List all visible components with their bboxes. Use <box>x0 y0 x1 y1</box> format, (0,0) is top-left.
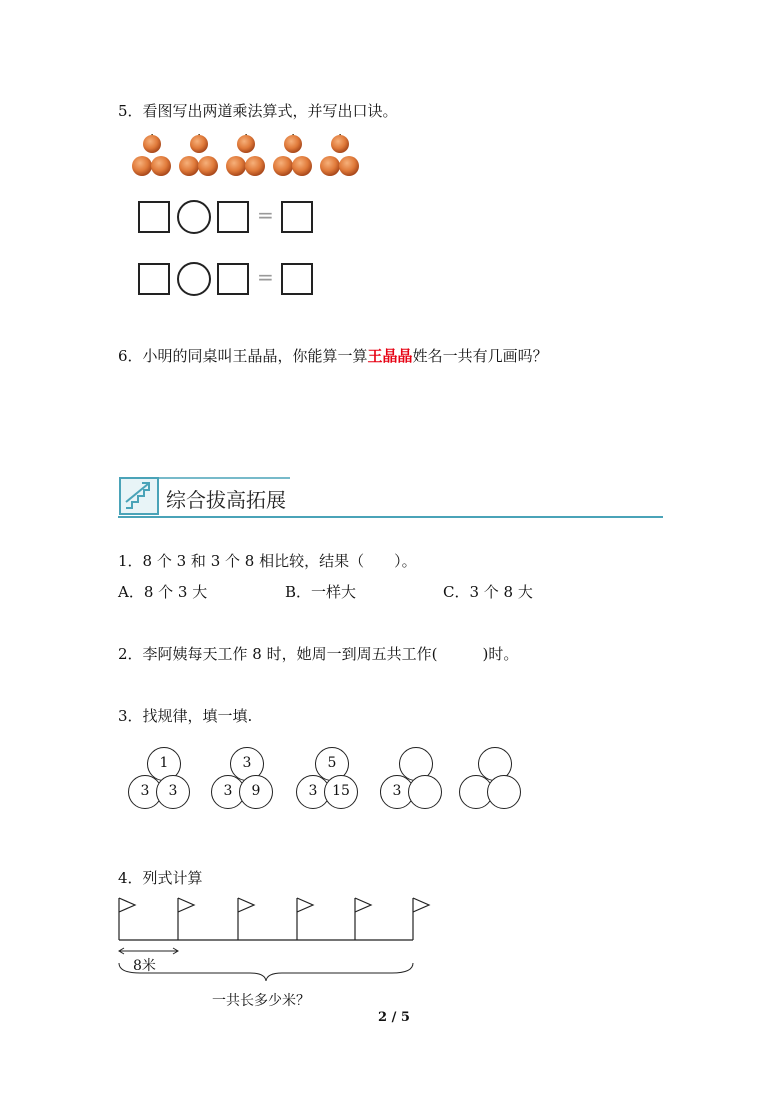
pattern-top-circle: 5 <box>315 747 349 781</box>
equals-sign: = <box>257 265 274 289</box>
operator-circle[interactable] <box>177 262 211 296</box>
page-number: 2 / 5 <box>378 1010 410 1025</box>
pattern-left-circle: 3 <box>380 775 414 809</box>
p3-text: 3．找规律，填一填. <box>118 707 253 725</box>
result-box[interactable] <box>281 263 313 295</box>
q5-text: 5．看图写出两道乘法算式，并写出口诀。 <box>118 102 398 120</box>
pattern-group <box>459 747 539 809</box>
apples-icon <box>130 134 360 178</box>
q6-suffix: 姓名一共有几画吗？ <box>412 347 548 365</box>
question-label: 一共长多少米？ <box>212 993 310 1009</box>
pattern-left-circle: 3 <box>128 775 162 809</box>
pattern-right-circle-blank[interactable] <box>408 775 442 809</box>
pattern-right-circle: 9 <box>239 775 273 809</box>
equals-sign: = <box>257 203 274 227</box>
result-box[interactable] <box>281 201 313 233</box>
p1-option-b[interactable]: B．一样大 <box>285 583 357 601</box>
pattern-group <box>380 747 460 809</box>
pattern-right-circle: 3 <box>156 775 190 809</box>
q6-highlight: 王晶晶 <box>367 347 413 365</box>
pattern-top-circle: 1 <box>147 747 181 781</box>
pattern-group <box>211 747 291 809</box>
pattern-right-circle-blank[interactable] <box>487 775 521 809</box>
q6-prefix: 6．小明的同桌叫王晶晶，你能算一算 <box>118 347 368 365</box>
q6-text <box>118 345 548 366</box>
answer-box[interactable] <box>138 201 170 233</box>
pattern-left-circle: 3 <box>211 775 245 809</box>
p1-text: 1．8 个 3 和 3 个 8 相比较，结果（ ）。 <box>118 552 417 570</box>
answer-box[interactable] <box>217 201 249 233</box>
answer-box[interactable] <box>138 263 170 295</box>
operator-circle[interactable] <box>177 200 211 234</box>
apple-illustration <box>130 134 360 178</box>
p1-option-c[interactable]: C．3 个 8 大 <box>443 583 533 601</box>
pattern-left-circle: 3 <box>296 775 330 809</box>
section-title: 综合拔高拓展 <box>166 488 286 512</box>
answer-box[interactable] <box>217 263 249 295</box>
pattern-group <box>296 747 376 809</box>
flag-diagram <box>110 893 440 983</box>
p4-text: 4．列式计算 <box>118 869 203 887</box>
pattern-right-circle: 15 <box>324 775 358 809</box>
distance-label: 8米 <box>133 958 156 974</box>
p2-text: 2．李阿姨每天工作 8 时，她周一到周五共工作( )时。 <box>118 645 519 663</box>
pattern-group <box>128 747 208 809</box>
p1-option-a[interactable]: A．8 个 3 大 <box>118 583 208 601</box>
section-header <box>118 476 663 520</box>
pattern-top-circle: 3 <box>230 747 264 781</box>
flags-road-icon <box>110 893 440 983</box>
